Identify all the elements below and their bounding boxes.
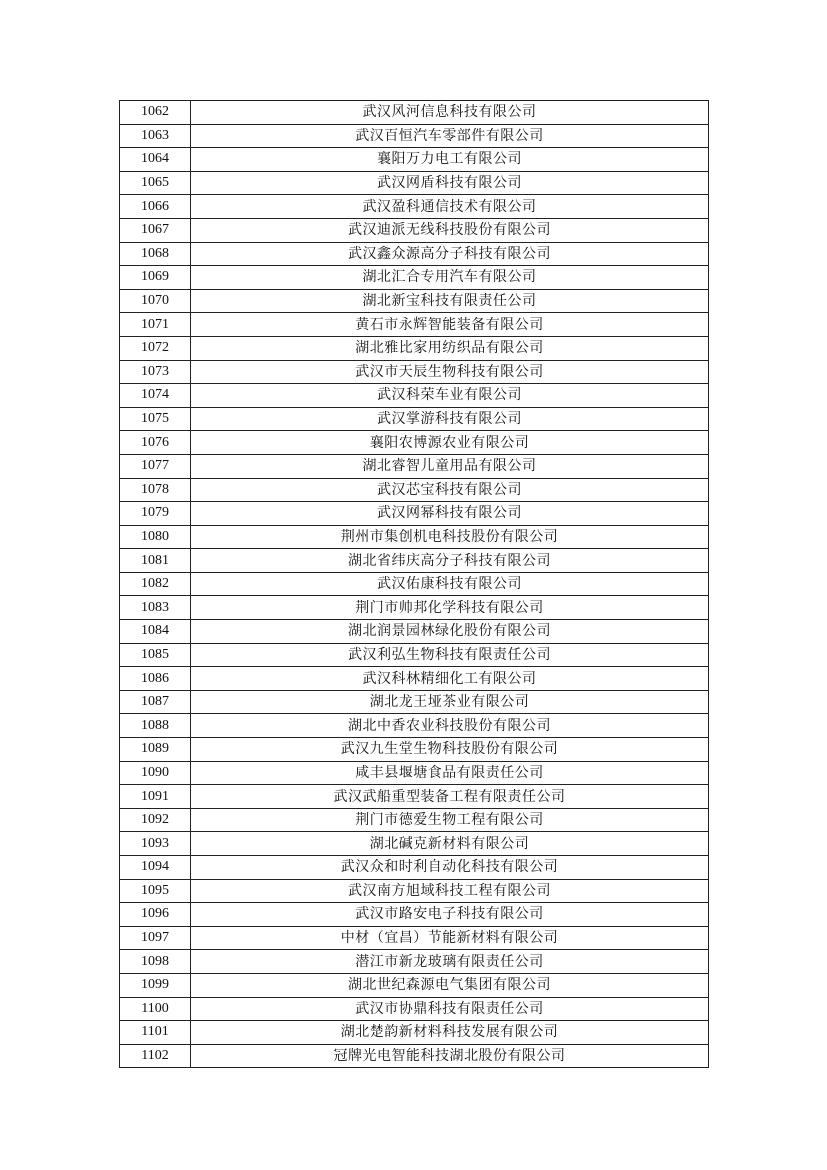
company-list-body <box>120 101 709 1068</box>
table-row <box>120 643 709 667</box>
table-row <box>120 124 709 148</box>
row-number-cell: 1095 <box>120 879 191 903</box>
table-row <box>120 266 709 290</box>
company-name-cell: 武汉盈科通信技术有限公司 <box>191 195 709 219</box>
row-number-cell: 1074 <box>120 384 191 408</box>
row-number-cell: 1090 <box>120 761 191 785</box>
row-number-cell: 1079 <box>120 502 191 526</box>
row-number-cell: 1101 <box>120 1021 191 1045</box>
company-name-cell: 武汉网幂科技有限公司 <box>191 502 709 526</box>
company-name-cell: 武汉掌游科技有限公司 <box>191 407 709 431</box>
table-row <box>120 101 709 125</box>
row-number-cell: 1085 <box>120 643 191 667</box>
table-row <box>120 1021 709 1045</box>
company-name-cell: 武汉市协鼎科技有限责任公司 <box>191 997 709 1021</box>
row-number-cell: 1097 <box>120 926 191 950</box>
company-name-cell: 武汉网盾科技有限公司 <box>191 171 709 195</box>
row-number-cell: 1086 <box>120 667 191 691</box>
table-row <box>120 761 709 785</box>
table-row <box>120 808 709 832</box>
table-row <box>120 195 709 219</box>
company-name-cell: 武汉利弘生物科技有限责任公司 <box>191 643 709 667</box>
row-number-cell: 1094 <box>120 856 191 880</box>
company-name-cell: 湖北新宝科技有限责任公司 <box>191 289 709 313</box>
row-number-cell: 1089 <box>120 738 191 762</box>
row-number-cell: 1068 <box>120 242 191 266</box>
table-row <box>120 336 709 360</box>
table-row <box>120 690 709 714</box>
table-row <box>120 148 709 172</box>
table-row <box>120 667 709 691</box>
table-row <box>120 502 709 526</box>
company-name-cell: 武汉九生堂生物科技股份有限公司 <box>191 738 709 762</box>
row-number-cell: 1063 <box>120 124 191 148</box>
company-name-cell: 武汉百恒汽车零部件有限公司 <box>191 124 709 148</box>
company-name-cell: 湖北省纬庆高分子科技有限公司 <box>191 549 709 573</box>
row-number-cell: 1064 <box>120 148 191 172</box>
table-row <box>120 289 709 313</box>
company-name-cell: 黄石市永辉智能装备有限公司 <box>191 313 709 337</box>
table-row <box>120 903 709 927</box>
row-number-cell: 1067 <box>120 218 191 242</box>
company-name-cell: 湖北睿智儿童用品有限公司 <box>191 454 709 478</box>
company-name-cell: 武汉市天辰生物科技有限公司 <box>191 360 709 384</box>
table-row <box>120 856 709 880</box>
table-row <box>120 384 709 408</box>
table-row <box>120 926 709 950</box>
table-row <box>120 738 709 762</box>
company-name-cell: 荆门市帅邦化学科技有限公司 <box>191 596 709 620</box>
table-row <box>120 714 709 738</box>
company-name-cell: 武汉武船重型装备工程有限责任公司 <box>191 785 709 809</box>
row-number-cell: 1078 <box>120 478 191 502</box>
row-number-cell: 1076 <box>120 431 191 455</box>
row-number-cell: 1102 <box>120 1044 191 1068</box>
row-number-cell: 1082 <box>120 572 191 596</box>
row-number-cell: 1084 <box>120 620 191 644</box>
company-name-cell: 襄阳万力电工有限公司 <box>191 148 709 172</box>
table-row <box>120 525 709 549</box>
company-list-table <box>119 100 709 1068</box>
row-number-cell: 1092 <box>120 808 191 832</box>
company-name-cell: 襄阳农博源农业有限公司 <box>191 431 709 455</box>
company-name-cell: 武汉风河信息科技有限公司 <box>191 101 709 125</box>
table-row <box>120 360 709 384</box>
table-row <box>120 997 709 1021</box>
table-row <box>120 572 709 596</box>
company-name-cell: 武汉南方旭域科技工程有限公司 <box>191 879 709 903</box>
row-number-cell: 1081 <box>120 549 191 573</box>
company-name-cell: 湖北碱克新材料有限公司 <box>191 832 709 856</box>
row-number-cell: 1077 <box>120 454 191 478</box>
row-number-cell: 1072 <box>120 336 191 360</box>
row-number-cell: 1098 <box>120 950 191 974</box>
row-number-cell: 1093 <box>120 832 191 856</box>
company-name-cell: 湖北龙王垭茶业有限公司 <box>191 690 709 714</box>
company-name-cell: 武汉众和时利自动化科技有限公司 <box>191 856 709 880</box>
row-number-cell: 1083 <box>120 596 191 620</box>
company-name-cell: 武汉鑫众源高分子科技有限公司 <box>191 242 709 266</box>
company-name-cell: 荆门市德爱生物工程有限公司 <box>191 808 709 832</box>
table-row <box>120 1044 709 1068</box>
table-row <box>120 407 709 431</box>
table-row <box>120 313 709 337</box>
company-name-cell: 湖北世纪森源电气集团有限公司 <box>191 973 709 997</box>
row-number-cell: 1062 <box>120 101 191 125</box>
company-name-cell: 武汉迪派无线科技股份有限公司 <box>191 218 709 242</box>
table-row <box>120 620 709 644</box>
company-name-cell: 武汉市路安电子科技有限公司 <box>191 903 709 927</box>
table-row <box>120 879 709 903</box>
table-row <box>120 950 709 974</box>
table-row <box>120 596 709 620</box>
company-name-cell: 潜江市新龙玻璃有限责任公司 <box>191 950 709 974</box>
company-name-cell: 湖北雅比家用纺织品有限公司 <box>191 336 709 360</box>
row-number-cell: 1100 <box>120 997 191 1021</box>
table-row <box>120 431 709 455</box>
table-row <box>120 218 709 242</box>
table-row <box>120 171 709 195</box>
company-name-cell: 湖北中香农业科技股份有限公司 <box>191 714 709 738</box>
row-number-cell: 1087 <box>120 690 191 714</box>
row-number-cell: 1096 <box>120 903 191 927</box>
company-name-cell: 荆州市集创机电科技股份有限公司 <box>191 525 709 549</box>
company-name-cell: 湖北润景园林绿化股份有限公司 <box>191 620 709 644</box>
row-number-cell: 1069 <box>120 266 191 290</box>
company-name-cell: 武汉佑康科技有限公司 <box>191 572 709 596</box>
table-row <box>120 832 709 856</box>
table-row <box>120 454 709 478</box>
row-number-cell: 1099 <box>120 973 191 997</box>
row-number-cell: 1088 <box>120 714 191 738</box>
table-row <box>120 242 709 266</box>
table-row <box>120 785 709 809</box>
row-number-cell: 1075 <box>120 407 191 431</box>
row-number-cell: 1091 <box>120 785 191 809</box>
company-name-cell: 武汉芯宝科技有限公司 <box>191 478 709 502</box>
company-name-cell: 冠牌光电智能科技湖北股份有限公司 <box>191 1044 709 1068</box>
row-number-cell: 1080 <box>120 525 191 549</box>
company-name-cell: 咸丰县堰塘食品有限责任公司 <box>191 761 709 785</box>
company-name-cell: 湖北汇合专用汽车有限公司 <box>191 266 709 290</box>
table-row <box>120 549 709 573</box>
row-number-cell: 1070 <box>120 289 191 313</box>
table-row <box>120 973 709 997</box>
company-name-cell: 武汉科林精细化工有限公司 <box>191 667 709 691</box>
row-number-cell: 1066 <box>120 195 191 219</box>
company-name-cell: 中材（宜昌）节能新材料有限公司 <box>191 926 709 950</box>
table-row <box>120 478 709 502</box>
company-name-cell: 武汉科荣车业有限公司 <box>191 384 709 408</box>
row-number-cell: 1071 <box>120 313 191 337</box>
row-number-cell: 1065 <box>120 171 191 195</box>
company-name-cell: 湖北楚韵新材料科技发展有限公司 <box>191 1021 709 1045</box>
row-number-cell: 1073 <box>120 360 191 384</box>
